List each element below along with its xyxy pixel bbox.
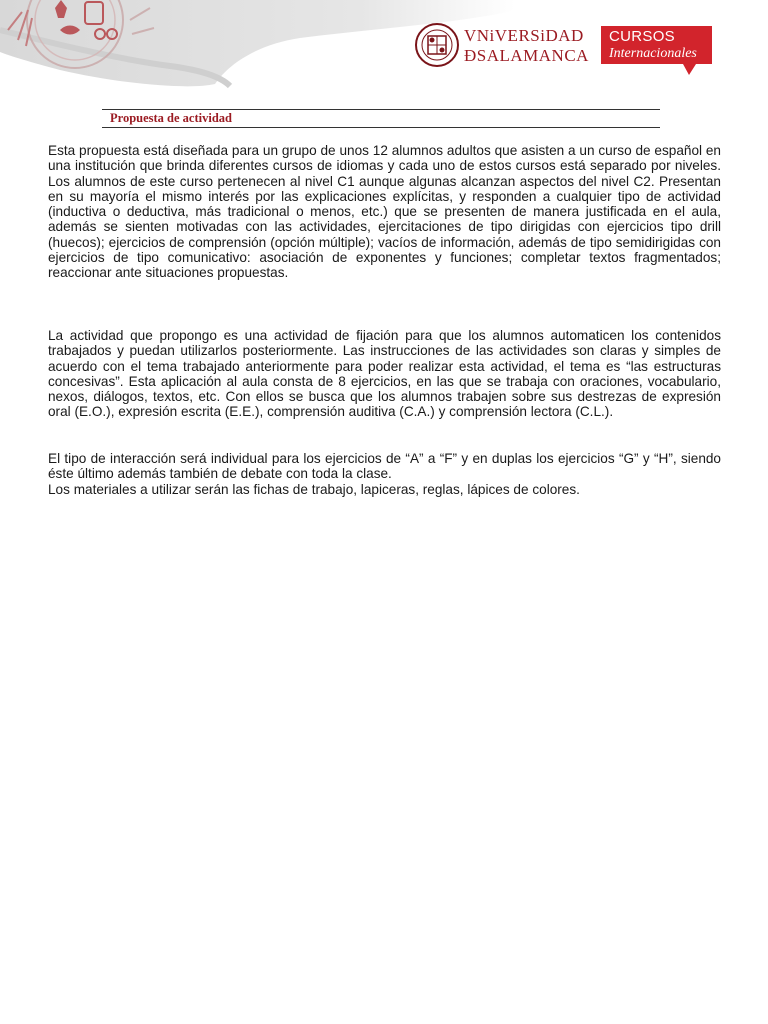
university-name-line2: ÐSALAMANCA <box>464 46 589 65</box>
page-header <box>0 0 768 100</box>
paragraph-materials: Los materiales a utilizar serán las fichas de trabajo, lapiceras, reglas, lápices de colores. <box>48 482 580 497</box>
universidad-salamanca-logo <box>414 22 590 72</box>
internacionales-label: Internacionales <box>609 46 697 61</box>
section-title-bar <box>102 109 660 128</box>
paragraph-group-description: Esta propuesta está diseñada para un grupo de unos 12 alumnos adultos que asisten a un curso de español en una institución que brinda diferentes cursos de idiomas y cada uno de estos cursos está separado por niveles. Los alumnos de este curso pertenecen al nivel C1 aunque algunas alcanzan aspectos del nivel C2. Presentan en su mayoría el mismo interés por las explicaciones explícitas, y responden a cualquier tipo de actividad (inductiva o deductiva, más tradicional o menos, etc.) que se presenten de manera justificada en el aula, además se sienten motivadas con las actividades, ejercitaciones de tipo dirigidas con ejercicios tipo drill (huecos); ejercicios de comprensión (opción múltiple); vacíos de información, además de tipo semidirigidas con ejercicios de tipo comunicativo: asociación de exponentes y funciones; completar textos fragmentados; reaccionar ante situaciones propuestas. <box>48 143 721 281</box>
university-name-line1: VNiVERSiDAD <box>464 26 584 45</box>
paragraph-interaction-type: El tipo de interacción será individual para los ejercicios de “A” a “F” y en duplas los ejercicios “G” y “H”, siendo éste último además también de debate con toda la clase. <box>48 451 721 482</box>
paragraph-activity-description: La actividad que propongo es una actividad de fijación para que los alumnos automaticen los contenidos trabajados y puedan utilizarlos posteriormente. Las instrucciones de las actividades son claras y simples de acuerdo con el tema trabajado anteriormente para poder realizar esta actividad, el tema es “las estructuras concesivas”. Esta aplicación al aula consta de 8 ejercicios, en las que se trabaja con oraciones, vocabulario, nexos, diálogos, textos, etc. Con ellos se busca que los alumnos trabajen sobre sus destrezas de expresión oral (E.O.), expresión escrita (E.E.), comprensión auditiva (C.A.) y comprensión lectora (C.L.). <box>48 328 721 420</box>
cursos-internacionales-logo <box>601 26 712 75</box>
section-title: Propuesta de actividad <box>110 111 232 125</box>
university-emblem-icon <box>414 22 460 68</box>
cursos-label: CURSOS <box>609 28 675 45</box>
